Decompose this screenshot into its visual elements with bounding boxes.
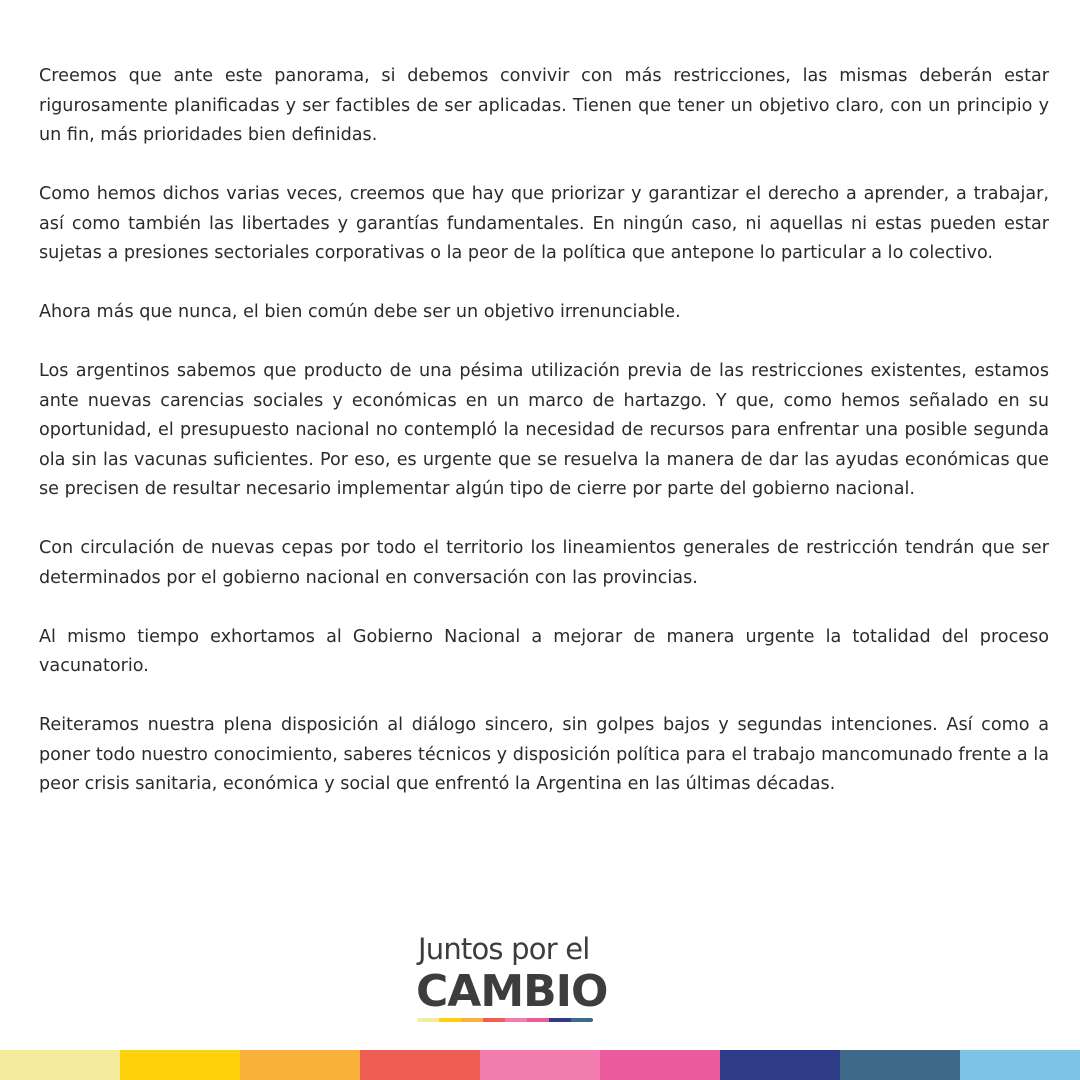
logo-stripe-segment — [549, 1018, 571, 1022]
paragraph-3: Ahora más que nunca, el bien común debe ser un objetivo irrenunciable. — [39, 302, 681, 322]
logo-stripe-segment — [439, 1018, 461, 1022]
paragraph-4: Los argentinos sabemos que producto de una pésima utilización previa de las restricciones existentes, estamos ante nuevas carencias sociales y económicas en un marco de hartazgo. Y que, como hemos señalado en su oportunidad, el presupuesto nacional no contempló la necesidad de recursos para enfrentar una posible segunda ola sin las vacunas suficientes. Por eso, es urgente que se resuelva la manera de dar las ayudas económicas que se precisen de resultar necesario implementar algún tipo de cierre por parte del gobierno nacional. — [39, 361, 1049, 499]
logo-stripe-segment — [505, 1018, 527, 1022]
footer-band-segment — [960, 1050, 1080, 1080]
paragraph-7: Reiteramos nuestra plena disposición al diálogo sincero, sin golpes bajos y segundas intenciones. Así como a poner todo nuestro conocimiento, saberes técnicos y disposición política para el trabajo mancomunado frente a la peor crisis sanitaria, económica y social que enfrentó la Argentina en las últimas décadas. — [39, 715, 1049, 794]
juntos-por-el-cambio-logo — [380, 930, 700, 1030]
footer-band-segment — [240, 1050, 360, 1080]
footer-band-segment — [840, 1050, 960, 1080]
paragraph-1: Creemos que ante este panorama, si debemos convivir con más restricciones, las mismas deberán estar rigurosamente planificadas y ser factibles de ser aplicadas. Tienen que tener un objetivo claro, con un principio y un fin, más prioridades bien definidas. — [39, 66, 1049, 145]
footer-band-segment — [600, 1050, 720, 1080]
footer-band-segment — [480, 1050, 600, 1080]
logo-line-1: Juntos por el — [418, 932, 590, 966]
logo-stripe-segment — [527, 1018, 549, 1022]
statement-body — [39, 62, 1049, 829]
footer-color-band — [0, 1050, 1080, 1080]
paragraph-6: Al mismo tiempo exhortamos al Gobierno Nacional a mejorar de manera urgente la totalidad del proceso vacunatorio. — [39, 626, 1049, 676]
paragraph-2: Como hemos dichos varias veces, creemos que hay que priorizar y garantizar el derecho a aprender, a trabajar, así como también las libertades y garantías fundamentales. En ningún caso, ni aquellas ni estas pueden estar sujetas a presiones sectoriales corporativas o la peor de la política que antepone lo particular a lo colectivo. — [39, 184, 1049, 263]
logo-stripe-segment — [571, 1018, 593, 1022]
footer-band-segment — [360, 1050, 480, 1080]
footer-band-segment — [120, 1050, 240, 1080]
logo-stripe-segment — [417, 1018, 439, 1022]
logo-line-2: CAMBIO — [416, 966, 608, 1017]
logo-color-stripe — [417, 1018, 593, 1022]
paragraph-5: Con circulación de nuevas cepas por todo el territorio los lineamientos generales de restricción tendrán que ser determinados por el gobierno nacional en conversación con las provincias. — [39, 538, 1049, 588]
footer-band-segment — [0, 1050, 120, 1080]
footer-band-segment — [720, 1050, 840, 1080]
logo-stripe-segment — [483, 1018, 505, 1022]
logo-stripe-segment — [461, 1018, 483, 1022]
